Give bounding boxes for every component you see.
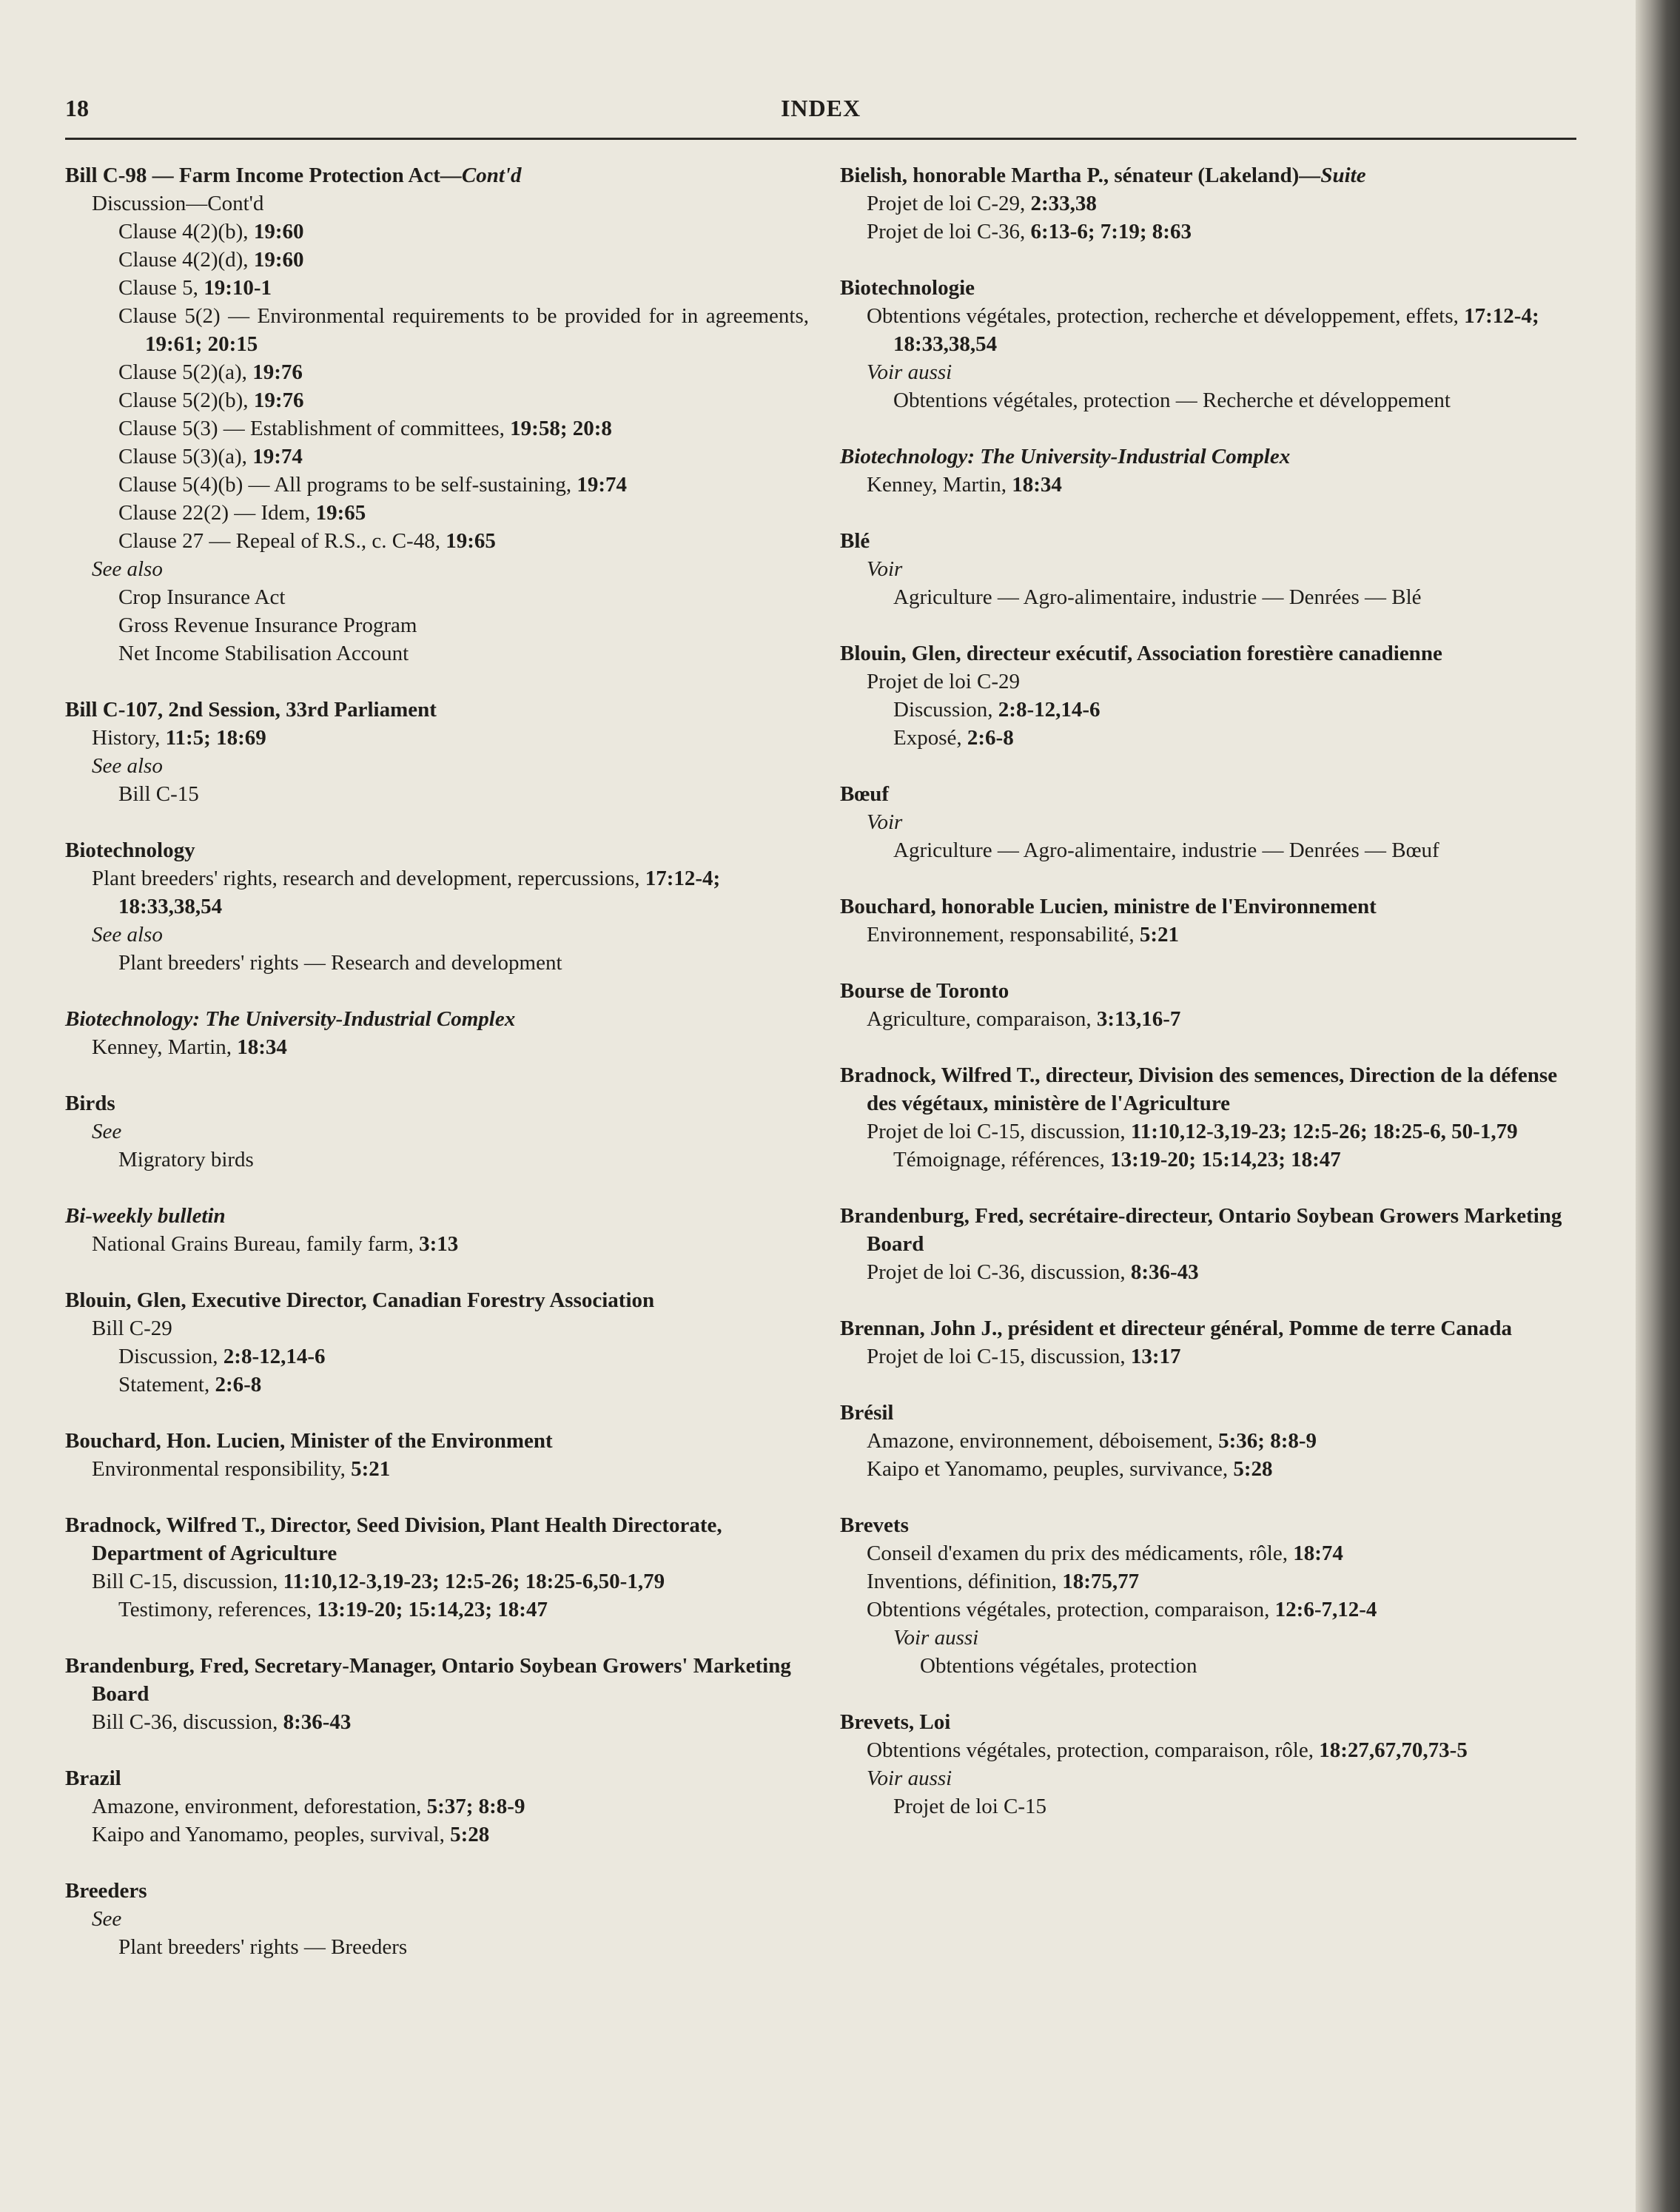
subentry-line bbox=[65, 639, 809, 668]
entry-heading-text: Bill C-98 — Farm Income Protection Act bbox=[65, 164, 440, 187]
entry-heading-text: Blé bbox=[840, 529, 870, 553]
subentry-line bbox=[840, 724, 1576, 752]
entry-heading-text: Bouchard, honorable Lucien, ministre de l'Environnement bbox=[840, 895, 1377, 918]
subentry-line bbox=[840, 189, 1576, 218]
subentry-text: See also bbox=[92, 754, 163, 778]
subentry-line bbox=[65, 471, 809, 499]
entry-heading-continued: —Suite bbox=[1299, 164, 1366, 187]
book-spine-shadow bbox=[1636, 0, 1680, 2212]
index-entry bbox=[840, 892, 1576, 949]
cross-reference-label bbox=[840, 555, 1576, 583]
subentry-text: Testimony, references, bbox=[118, 1598, 317, 1621]
subentry-text: Projet de loi C-36, discussion, bbox=[867, 1260, 1131, 1284]
subentry-text: Kenney, Martin, bbox=[867, 473, 1012, 497]
index-entry bbox=[65, 836, 809, 977]
subentry-text: Agriculture, comparaison, bbox=[867, 1007, 1097, 1031]
subentry-text: Kaipo et Yanomamo, peuples, survivance, bbox=[867, 1457, 1234, 1481]
subentry-line bbox=[65, 527, 809, 555]
subentry-line bbox=[65, 1455, 809, 1483]
page-references: 6:13-6; 7:19; 8:63 bbox=[1030, 220, 1192, 243]
entry-heading-text: Biotechnology: The University-Industrial Complex bbox=[65, 1007, 516, 1031]
index-entry bbox=[840, 1061, 1576, 1174]
subentry-text: Environmental responsibility, bbox=[92, 1457, 352, 1481]
entry-heading bbox=[840, 1511, 1576, 1539]
entry-heading-text: Biotechnologie bbox=[840, 276, 975, 300]
subentry-line bbox=[65, 864, 809, 921]
subentry-text: Bill C-15, discussion, bbox=[92, 1570, 283, 1593]
subentry-line bbox=[840, 1117, 1576, 1146]
subentry-text: See also bbox=[92, 923, 163, 947]
entry-heading-text: Brevets bbox=[840, 1513, 909, 1537]
subentry-line bbox=[65, 1371, 809, 1399]
subentry-line bbox=[65, 246, 809, 274]
subentry-text: Discussion—Cont'd bbox=[92, 192, 264, 215]
subentry-line bbox=[65, 1314, 809, 1342]
index-entry bbox=[65, 696, 809, 808]
index-entry bbox=[840, 639, 1576, 752]
page-references: 19:58; 20:8 bbox=[510, 417, 612, 440]
page-references: 5:28 bbox=[450, 1823, 490, 1846]
subentry-line bbox=[65, 1821, 809, 1849]
page-references: 18:75,77 bbox=[1062, 1570, 1140, 1593]
page-references: 19:65 bbox=[315, 501, 366, 525]
subentry-text: Obtentions végétales, protection — Recherche et développement bbox=[893, 389, 1451, 412]
entry-heading-text: Biotechnology bbox=[65, 838, 195, 862]
subentry-line bbox=[65, 611, 809, 639]
subentry-text: Clause 5(2)(b), bbox=[118, 389, 254, 412]
page-references: 19:76 bbox=[252, 360, 303, 384]
entry-heading-text: Blouin, Glen, directeur exécutif, Association forestière canadienne bbox=[840, 642, 1442, 665]
subentry-text: Exposé, bbox=[893, 726, 967, 750]
page-references: 5:21 bbox=[1139, 923, 1180, 947]
page-references: 5:28 bbox=[1233, 1457, 1273, 1481]
cross-reference-label bbox=[840, 1764, 1576, 1792]
subentry-line bbox=[840, 1455, 1576, 1483]
entry-heading-text: Bielish, honorable Martha P., sénateur (Lakeland) bbox=[840, 164, 1300, 187]
page-references: 2:33,38 bbox=[1030, 192, 1097, 215]
page-header bbox=[65, 95, 1576, 140]
subentry-text: Clause 4(2)(d), bbox=[118, 248, 254, 272]
entry-heading-continued: —Cont'd bbox=[440, 164, 522, 187]
subentry-text: National Grains Bureau, family farm, bbox=[92, 1232, 420, 1256]
page-references: 19:61; 20:15 bbox=[145, 332, 258, 356]
page-references: 12:6-7,12-4 bbox=[1274, 1598, 1377, 1621]
subentry-text: Obtentions végétales, protection bbox=[920, 1654, 1197, 1678]
entry-heading-text: Birds bbox=[65, 1092, 115, 1115]
page-references: 19:76 bbox=[253, 389, 304, 412]
subentry-line bbox=[65, 218, 809, 246]
page-references: 5:36; 8:8-9 bbox=[1218, 1429, 1317, 1453]
subentry-line bbox=[65, 302, 809, 358]
subentry-line bbox=[65, 1708, 809, 1736]
entry-heading bbox=[840, 1061, 1576, 1117]
page-references: 13:17 bbox=[1130, 1345, 1181, 1368]
entry-heading bbox=[65, 1877, 809, 1905]
page-references: 19:65 bbox=[446, 529, 496, 553]
index-entry bbox=[65, 1764, 809, 1849]
cross-reference-label bbox=[840, 808, 1576, 836]
subentry-text: Migratory birds bbox=[118, 1148, 254, 1171]
subentry-line bbox=[65, 414, 809, 443]
index-entry bbox=[840, 1399, 1576, 1483]
subentry-text: See bbox=[92, 1120, 122, 1143]
entry-heading bbox=[840, 161, 1576, 189]
page-references: 18:27,67,70,73-5 bbox=[1319, 1738, 1468, 1762]
index-entry bbox=[840, 527, 1576, 611]
page-references: 11:10,12-3,19-23; 12:5-26; 18:25-6, 50-1,79 bbox=[1130, 1120, 1518, 1143]
subentry-line bbox=[840, 668, 1576, 696]
entry-heading bbox=[840, 1399, 1576, 1427]
subentry-text: Plant breeders' rights — Research and development bbox=[118, 951, 562, 975]
page-references: 19:10-1 bbox=[204, 276, 272, 300]
subentry-line bbox=[840, 386, 1576, 414]
page-references: 19:74 bbox=[252, 445, 303, 468]
subentry-text: Voir aussi bbox=[867, 1766, 952, 1790]
subentry-text: Gross Revenue Insurance Program bbox=[118, 613, 417, 637]
page-references: 17:12-4; 18:33,38,54 bbox=[893, 304, 1539, 356]
subentry-line bbox=[840, 302, 1576, 358]
subentry-line bbox=[65, 189, 809, 218]
page-references: 5:37; 8:8-9 bbox=[426, 1795, 525, 1818]
entry-heading-text: Blouin, Glen, Executive Director, Canadian Forestry Association bbox=[65, 1288, 655, 1312]
page-references: 11:10,12-3,19-23; 12:5-26; 18:25-6,50-1,79 bbox=[283, 1570, 665, 1593]
subentry-text: Projet de loi C-29 bbox=[867, 670, 1021, 693]
subentry-line bbox=[840, 1567, 1576, 1596]
subentry-text: Bill C-36, discussion, bbox=[92, 1710, 283, 1734]
entry-heading-text: Bradnock, Wilfred T., Director, Seed Division, Plant Health Directorate, Department of Agriculture bbox=[65, 1513, 722, 1565]
subentry-text: Voir bbox=[867, 557, 903, 581]
subentry-text: Clause 4(2)(b), bbox=[118, 220, 254, 243]
entry-heading bbox=[65, 696, 809, 724]
index-entry bbox=[65, 1089, 809, 1174]
subentry-text: Projet de loi C-15, discussion, bbox=[867, 1120, 1131, 1143]
entry-heading bbox=[840, 892, 1576, 921]
subentry-text: Clause 27 — Repeal of R.S., c. C-48, bbox=[118, 529, 446, 553]
subentry-line bbox=[65, 386, 809, 414]
subentry-text: Voir bbox=[867, 810, 903, 834]
subentry-line bbox=[840, 583, 1576, 611]
subentry-line bbox=[65, 443, 809, 471]
entry-heading-text: Bradnock, Wilfred T., directeur, Division des semences, Direction de la défense des végétaux, ministère de l'Agriculture bbox=[840, 1063, 1558, 1115]
subentry-text: Témoignage, références, bbox=[893, 1148, 1111, 1171]
entry-heading-text: Bi-weekly bulletin bbox=[65, 1204, 226, 1228]
subentry-line bbox=[65, 1596, 809, 1624]
subentry-line bbox=[65, 274, 809, 302]
subentry-text: Environnement, responsabilité, bbox=[867, 923, 1140, 947]
index-entry bbox=[840, 161, 1576, 246]
subentry-line bbox=[840, 1258, 1576, 1286]
subentry-text: Net Income Stabilisation Account bbox=[118, 642, 409, 665]
subentry-text: Kenney, Martin, bbox=[92, 1035, 238, 1059]
subentry-text: Voir aussi bbox=[867, 360, 952, 384]
page-references: 19:60 bbox=[253, 248, 304, 272]
index-entry bbox=[840, 274, 1576, 414]
subentry-text: Inventions, définition, bbox=[867, 1570, 1063, 1593]
entry-heading bbox=[840, 527, 1576, 555]
index-entry bbox=[840, 1314, 1576, 1371]
subentry-text: Amazone, environnement, déboisement, bbox=[867, 1429, 1219, 1453]
index-entry bbox=[840, 977, 1576, 1033]
page-references: 2:8-12,14-6 bbox=[998, 698, 1101, 722]
cross-reference-label bbox=[65, 752, 809, 780]
subentry-line bbox=[65, 1033, 809, 1061]
subentry-line bbox=[65, 358, 809, 386]
index-entry bbox=[65, 161, 809, 668]
subentry-text: See bbox=[92, 1907, 122, 1931]
subentry-text: Clause 5(2) — Environmental requirements to be provided for in agreements, bbox=[118, 304, 809, 328]
page-references: 19:74 bbox=[577, 473, 628, 497]
entry-heading bbox=[840, 1314, 1576, 1342]
subentry-text: Kaipo and Yanomamo, peoples, survival, bbox=[92, 1823, 451, 1846]
entry-heading-text: Biotechnology: The University-Industrial Complex bbox=[840, 445, 1291, 468]
subentry-line bbox=[840, 921, 1576, 949]
subentry-text: Bill C-29 bbox=[92, 1317, 172, 1340]
page-references: 18:34 bbox=[1012, 473, 1062, 497]
entry-heading bbox=[65, 1202, 809, 1230]
entry-heading bbox=[65, 1764, 809, 1792]
page-references: 2:8-12,14-6 bbox=[223, 1345, 326, 1368]
index-entry bbox=[65, 1286, 809, 1399]
entry-heading bbox=[65, 1652, 809, 1708]
subentry-text: Clause 5(2)(a), bbox=[118, 360, 253, 384]
entry-heading bbox=[840, 443, 1576, 471]
subentry-line bbox=[840, 1342, 1576, 1371]
cross-reference-label bbox=[65, 1117, 809, 1146]
subentry-text: Statement, bbox=[118, 1373, 215, 1396]
subentry-text: Bill C-15 bbox=[118, 782, 199, 806]
page-references: 8:36-43 bbox=[283, 1710, 352, 1734]
cross-reference-label bbox=[840, 358, 1576, 386]
subentry-line bbox=[840, 1146, 1576, 1174]
index-entry bbox=[840, 780, 1576, 864]
subentry-text: Clause 5, bbox=[118, 276, 204, 300]
subentry-line bbox=[65, 1146, 809, 1174]
entry-heading-text: Breeders bbox=[65, 1879, 147, 1903]
subentry-text: Clause 5(3) — Establishment of committees, bbox=[118, 417, 511, 440]
entry-heading-text: Brevets, Loi bbox=[840, 1710, 951, 1734]
index-entry bbox=[65, 1005, 809, 1061]
index-entry bbox=[65, 1427, 809, 1483]
subentry-line bbox=[840, 836, 1576, 864]
subentry-line bbox=[65, 583, 809, 611]
subentry-text: Amazone, environment, deforestation, bbox=[92, 1795, 427, 1818]
entry-heading bbox=[65, 1286, 809, 1314]
entry-heading-text: Brazil bbox=[65, 1766, 121, 1790]
subentry-text: Plant breeders' rights — Breeders bbox=[118, 1935, 408, 1959]
subentry-line bbox=[840, 218, 1576, 246]
subentry-text: Discussion, bbox=[118, 1345, 224, 1368]
page-references: 11:5; 18:69 bbox=[165, 726, 266, 750]
running-head: INDEX bbox=[780, 95, 861, 121]
entry-heading-text: Bouchard, Hon. Lucien, Minister of the Environment bbox=[65, 1429, 553, 1453]
subentry-line bbox=[65, 1230, 809, 1258]
subentry-line bbox=[65, 1342, 809, 1371]
index-entry bbox=[840, 443, 1576, 499]
entry-heading-text: Bourse de Toronto bbox=[840, 979, 1009, 1003]
index-entry bbox=[840, 1202, 1576, 1286]
entry-heading bbox=[65, 1427, 809, 1455]
page-references: 5:21 bbox=[351, 1457, 391, 1481]
subentry-text: Projet de loi C-36, bbox=[867, 220, 1031, 243]
subentry-text: Agriculture — Agro-alimentaire, industrie — Denrées — Blé bbox=[893, 585, 1422, 609]
index-entry bbox=[65, 1202, 809, 1258]
subentry-text: Clause 5(4)(b) — All programs to be self-sustaining, bbox=[118, 473, 577, 497]
cross-reference-label bbox=[65, 555, 809, 583]
page-references: 13:19-20; 15:14,23; 18:47 bbox=[317, 1598, 548, 1621]
subentry-text: Obtentions végétales, protection, comparaison, rôle, bbox=[867, 1738, 1320, 1762]
subentry-text: Crop Insurance Act bbox=[118, 585, 286, 609]
subentry-line bbox=[65, 724, 809, 752]
subentry-line bbox=[840, 1005, 1576, 1033]
subentry-line bbox=[65, 499, 809, 527]
subentry-text: Discussion, bbox=[893, 698, 998, 722]
index-entry bbox=[65, 1511, 809, 1624]
subentry-text: Obtentions végétales, protection, comparaison, bbox=[867, 1598, 1275, 1621]
subentry-text: Clause 5(3)(a), bbox=[118, 445, 253, 468]
page-references: 3:13 bbox=[419, 1232, 459, 1256]
subentry-line bbox=[840, 1792, 1576, 1821]
entry-heading-text: Brennan, John J., président et directeur général, Pomme de terre Canada bbox=[840, 1317, 1513, 1340]
subentry-text: Obtentions végétales, protection, recherche et développement, effets, bbox=[867, 304, 1465, 328]
subentry-line bbox=[840, 696, 1576, 724]
index-column-french bbox=[840, 161, 1576, 1821]
index-entry bbox=[65, 1877, 809, 1961]
subentry-line bbox=[840, 1596, 1576, 1624]
entry-heading-text: Brésil bbox=[840, 1401, 894, 1425]
page-references: 18:74 bbox=[1293, 1542, 1343, 1565]
page-references: 3:13,16-7 bbox=[1096, 1007, 1181, 1031]
subentry-line bbox=[65, 949, 809, 977]
entry-heading bbox=[840, 780, 1576, 808]
page-references: 19:60 bbox=[253, 220, 304, 243]
entry-heading-text: Bill C-107, 2nd Session, 33rd Parliament bbox=[65, 698, 437, 722]
entry-heading-text: Bœuf bbox=[840, 782, 890, 806]
page-references: 17:12-4; 18:33,38,54 bbox=[118, 867, 721, 918]
entry-heading bbox=[840, 1202, 1576, 1258]
subentry-text: Clause 22(2) — Idem, bbox=[118, 501, 316, 525]
index-entry bbox=[840, 1511, 1576, 1680]
subentry-line bbox=[65, 1567, 809, 1596]
page-references: 2:6-8 bbox=[967, 726, 1014, 750]
entry-heading bbox=[840, 639, 1576, 668]
entry-heading-text: Brandenburg, Fred, Secretary-Manager, Ontario Soybean Growers' Marketing Board bbox=[65, 1654, 791, 1706]
subentry-line bbox=[65, 780, 809, 808]
entry-heading bbox=[840, 977, 1576, 1005]
subentry-text: Projet de loi C-15, discussion, bbox=[867, 1345, 1131, 1368]
entry-heading bbox=[65, 1511, 809, 1567]
entry-heading bbox=[65, 836, 809, 864]
subentry-line bbox=[840, 471, 1576, 499]
subentry-line bbox=[840, 1652, 1576, 1680]
subentry-line bbox=[840, 1539, 1576, 1567]
subentry-line bbox=[65, 1933, 809, 1961]
entry-heading bbox=[65, 161, 809, 189]
page-references: 13:19-20; 15:14,23; 18:47 bbox=[1110, 1148, 1341, 1171]
page-references: 2:6-8 bbox=[215, 1373, 262, 1396]
index-entry bbox=[840, 1708, 1576, 1821]
cross-reference-label bbox=[840, 1624, 1576, 1652]
subentry-text: Projet de loi C-29, bbox=[867, 192, 1031, 215]
cross-reference-label bbox=[65, 1905, 809, 1933]
subentry-text: Plant breeders' rights, research and development, repercussions, bbox=[92, 867, 645, 890]
subentry-text: Conseil d'examen du prix des médicaments, rôle, bbox=[867, 1542, 1294, 1565]
subentry-text: Projet de loi C-15 bbox=[893, 1795, 1047, 1818]
page-number: 18 bbox=[65, 95, 89, 121]
index-column-english bbox=[65, 161, 809, 1961]
subentry-line bbox=[65, 1792, 809, 1821]
subentry-line bbox=[840, 1736, 1576, 1764]
entry-heading bbox=[65, 1089, 809, 1117]
subentry-text: See also bbox=[92, 557, 163, 581]
page-references: 8:36-43 bbox=[1130, 1260, 1199, 1284]
entry-heading-text: Brandenburg, Fred, secrétaire-directeur, Ontario Soybean Growers Marketing Board bbox=[840, 1204, 1562, 1256]
subentry-line bbox=[840, 1427, 1576, 1455]
entry-heading bbox=[840, 1708, 1576, 1736]
entry-heading bbox=[65, 1005, 809, 1033]
subentry-text: History, bbox=[92, 726, 166, 750]
entry-heading bbox=[840, 274, 1576, 302]
subentry-text: Agriculture — Agro-alimentaire, industrie — Denrées — Bœuf bbox=[893, 838, 1439, 862]
page-references: 18:34 bbox=[237, 1035, 287, 1059]
cross-reference-label bbox=[65, 921, 809, 949]
index-entry bbox=[65, 1652, 809, 1736]
subentry-text: Voir aussi bbox=[893, 1626, 979, 1650]
